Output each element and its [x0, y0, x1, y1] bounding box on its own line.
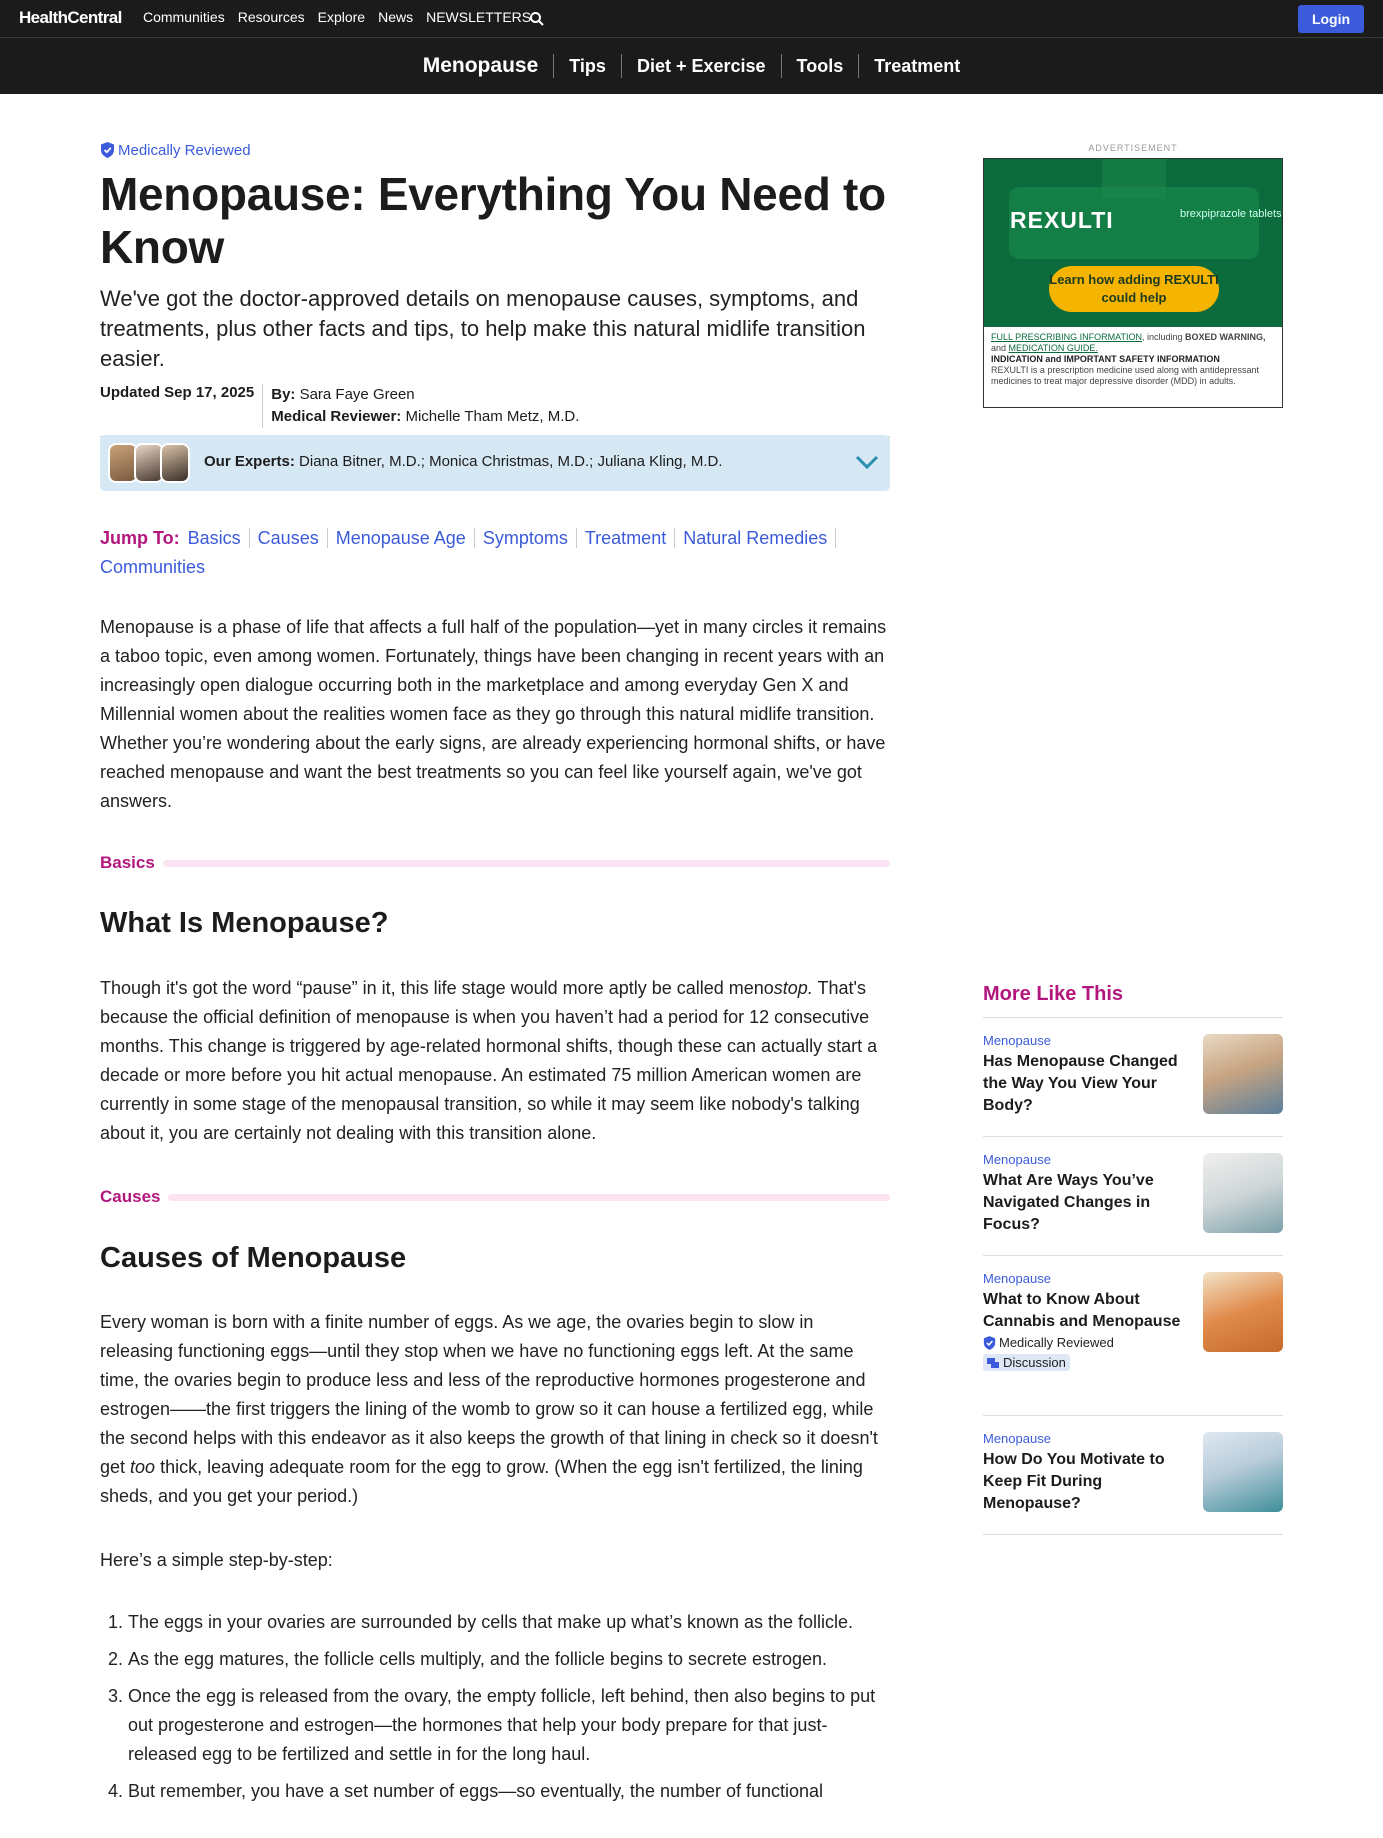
emphasis-text: stop. [773, 978, 813, 998]
shield-check-icon [983, 1336, 996, 1350]
list-item: 2. As the egg matures, the follicle cells multiply, and the follicle begins to secrete estrogen. [128, 1645, 890, 1674]
related-card[interactable] [983, 1018, 1283, 1137]
ad-text-bold: BOXED WARNING, [1185, 332, 1266, 342]
jump-link-treatment[interactable]: Treatment [577, 528, 675, 548]
card-tag[interactable]: Menopause [983, 1271, 1051, 1286]
card-tag[interactable]: Menopause [983, 1152, 1051, 1167]
section2-paragraph [100, 1308, 890, 1511]
jump-link-basics[interactable]: Basics [180, 528, 250, 548]
steps-list [100, 1608, 890, 1814]
jump-to-label: Jump To: [100, 528, 180, 548]
card-title[interactable]: What to Know About Cannabis and Menopause [983, 1291, 1181, 1330]
ad-decor [1102, 159, 1166, 199]
paragraph-text: Though it's got the word “pause” in it, this life stage would more aptly be called meno [100, 978, 774, 998]
discussion-label: Discussion [1003, 1355, 1066, 1370]
section-heading: What Is Menopause? [100, 907, 389, 939]
medically-reviewed-badge [100, 140, 890, 160]
experts-panel[interactable] [100, 435, 890, 491]
ad-medication-guide-link[interactable]: MEDICATION GUIDE. [1008, 343, 1098, 353]
related-card[interactable] [983, 1256, 1283, 1416]
card-thumbnail[interactable] [1203, 1153, 1283, 1233]
chat-icon [987, 1357, 999, 1369]
jump-link-menopause-age[interactable]: Menopause Age [328, 528, 475, 548]
section-label-text: Causes [100, 1187, 161, 1206]
top-bar [0, 0, 1383, 38]
discussion-badge[interactable] [983, 1354, 1070, 1371]
list-item: 1. The eggs in your ovaries are surrounded by cells that make up what’s known as the follicle. [128, 1608, 890, 1637]
ad-safety-info [984, 327, 1283, 408]
section-divider [163, 860, 890, 867]
card-tag[interactable]: Menopause [983, 1033, 1051, 1048]
section-heading: Causes of Menopause [100, 1242, 407, 1274]
list-item: 3. Once the egg is released from the ovary, the empty follicle, left behind, then also begins to put out progesterone and estrogen—the hormones that help your body prepare for that just-released egg to be fertilized and settle in for the long haul. [128, 1682, 890, 1769]
updated-date: Updated Sep 17, 2025 [100, 384, 263, 428]
topic-nav-treatment[interactable]: Treatment [858, 54, 975, 78]
nav-newsletters[interactable]: NEWSLETTERS [426, 9, 532, 25]
topic-nav-tips[interactable]: Tips [553, 54, 621, 78]
card-tag[interactable]: Menopause [983, 1431, 1051, 1446]
paragraph-text: Every woman is born with a finite number of eggs. As we age, the ovaries begin to slow in releasing functioning eggs—until they stop when we have no functioning eggs left. At the same time, the ovaries begin to produce less and less of the reproductive hormones progesterone and estrogen——the first triggers the lining of the womb to grow so it can house a fertilized egg, while the second helps with this endeavor as it also keeps the growth of that lining in check so it doesn't get [100, 1312, 878, 1477]
ad-brand: REXULTI [1010, 207, 1114, 233]
article-dek: We've got the doctor-approved details on menopause causes, symptoms, and treatments, plus other facts and tips, to help make this natural midlife transition easier. [100, 286, 866, 371]
login-button[interactable]: Login [1298, 5, 1364, 33]
card-thumbnail[interactable] [1203, 1034, 1283, 1114]
card-title[interactable]: How Do You Motivate to Keep Fit During Menopause? [983, 1451, 1165, 1512]
ad-brand-sub: brexpiprazole tablets [1180, 208, 1282, 220]
section-divider [168, 1194, 890, 1201]
avatar [160, 443, 190, 483]
nav-explore[interactable]: Explore [317, 9, 366, 25]
page-title: Menopause: Everything You Need to Know [100, 168, 886, 273]
topic-nav-menopause[interactable]: Menopause [422, 54, 539, 77]
ad-isi-heading: INDICATION and IMPORTANT SAFETY INFORMATION [991, 354, 1220, 364]
shield-check-icon [100, 142, 115, 158]
card-title[interactable]: Has Menopause Changed the Way You View Your Body? [983, 1053, 1178, 1114]
ad-text: and [991, 343, 1009, 353]
article-meta [100, 384, 890, 437]
top-nav [143, 9, 544, 25]
card-reviewed-label: Medically Reviewed [999, 1335, 1114, 1350]
section-label-causes [100, 1186, 890, 1208]
experts-label: Our Experts: [204, 453, 295, 470]
reviewer-name[interactable]: Michelle Tham Metz, M.D. [405, 408, 580, 425]
intro-paragraph: Menopause is a phase of life that affects a full half of the population—yet in many circles it remains a taboo topic, even among women. Fortunately, things have been changing in recent years with an increasingly open dialogue occurring both in the marketplace and among everyday Gen X and Millennial women about the realities women face as they go through this natural midlife transition. Whether you’re wondering about the early signs, are already experiencing hormonal shifts, or have reached menopause and want the best treatments so you can feel like yourself again, we've got answers. [100, 617, 887, 811]
search-icon[interactable] [529, 11, 545, 27]
nav-news[interactable]: News [378, 9, 414, 25]
jump-link-communities[interactable]: Communities [100, 557, 206, 577]
ad-label: ADVERTISEMENT [1088, 143, 1178, 153]
nav-resources[interactable]: Resources [237, 9, 305, 25]
experts-text [204, 453, 723, 470]
experts-names: Diana Bitner, M.D.; Monica Christmas, M.D.; Juliana Kling, M.D. [299, 453, 723, 470]
by-label: By: [271, 386, 296, 403]
author-name[interactable]: Sara Faye Green [299, 386, 415, 403]
ad-prescribing-link[interactable]: FULL PRESCRIBING INFORMATION [991, 332, 1143, 342]
expert-avatars [108, 443, 186, 483]
section1-paragraph [100, 974, 890, 1148]
jump-link-natural-remedies[interactable]: Natural Remedies [675, 528, 836, 548]
paragraph-text: thick, leaving adequate room for the egg to grow. (When the egg isn't fertilized, the lining sheds, and you get your period.) [100, 1457, 863, 1506]
more-like-this-list [983, 1017, 1283, 1535]
related-card[interactable] [983, 1416, 1283, 1535]
related-card[interactable] [983, 1137, 1283, 1256]
list-item: 4. But remember, you have a set number of eggs—so eventually, the number of functional [128, 1777, 890, 1806]
jump-link-causes[interactable]: Causes [250, 528, 328, 548]
jump-link-symptoms[interactable]: Symptoms [475, 528, 577, 548]
ad-text: , including [1142, 332, 1186, 342]
emphasis-text: too [130, 1457, 156, 1477]
topic-nav-diet-exercise[interactable]: Diet + Exercise [621, 54, 781, 78]
topic-nav-tools[interactable]: Tools [781, 54, 859, 78]
card-thumbnail[interactable] [1203, 1272, 1283, 1352]
reviewer-label: Medical Reviewer: [271, 408, 402, 425]
card-thumbnail[interactable] [1203, 1432, 1283, 1512]
topic-nav [0, 38, 1383, 94]
advertisement[interactable] [983, 158, 1283, 408]
ad-cta-button[interactable]: Learn how adding REXULTI could help [1049, 266, 1219, 312]
steps-intro: Here’s a simple step-by-step: [100, 1550, 333, 1570]
more-like-this-title: More Like This [983, 983, 1124, 1005]
section-label-text: Basics [100, 853, 155, 872]
jump-to-nav [100, 524, 890, 582]
card-title[interactable]: What Are Ways You’ve Navigated Changes in Focus? [983, 1172, 1154, 1233]
site-logo[interactable]: HealthCentral [19, 8, 122, 27]
chevron-down-icon[interactable] [854, 453, 880, 471]
ad-isi-body: REXULTI is a prescription medicine used along with antidepressant medicines to treat major depressive disorder (MDD) in adults. [991, 365, 1259, 386]
nav-communities[interactable]: Communities [143, 9, 225, 25]
paragraph-text: That's because the official definition of menopause is when you haven’t had a period for 12 consecutive months. This change is triggered by age-related hormonal shifts, though these can actually start a decade or more before you hit actual menopause. An estimated 75 million American women are currently in some stage of the menopausal transition, so while it may seem like nobody's talking about it, you are certainly not dealing with this transition alone. [100, 978, 878, 1143]
section-label-basics [100, 852, 890, 874]
article [100, 140, 890, 437]
medically-reviewed-label: Medically Reviewed [118, 141, 251, 159]
